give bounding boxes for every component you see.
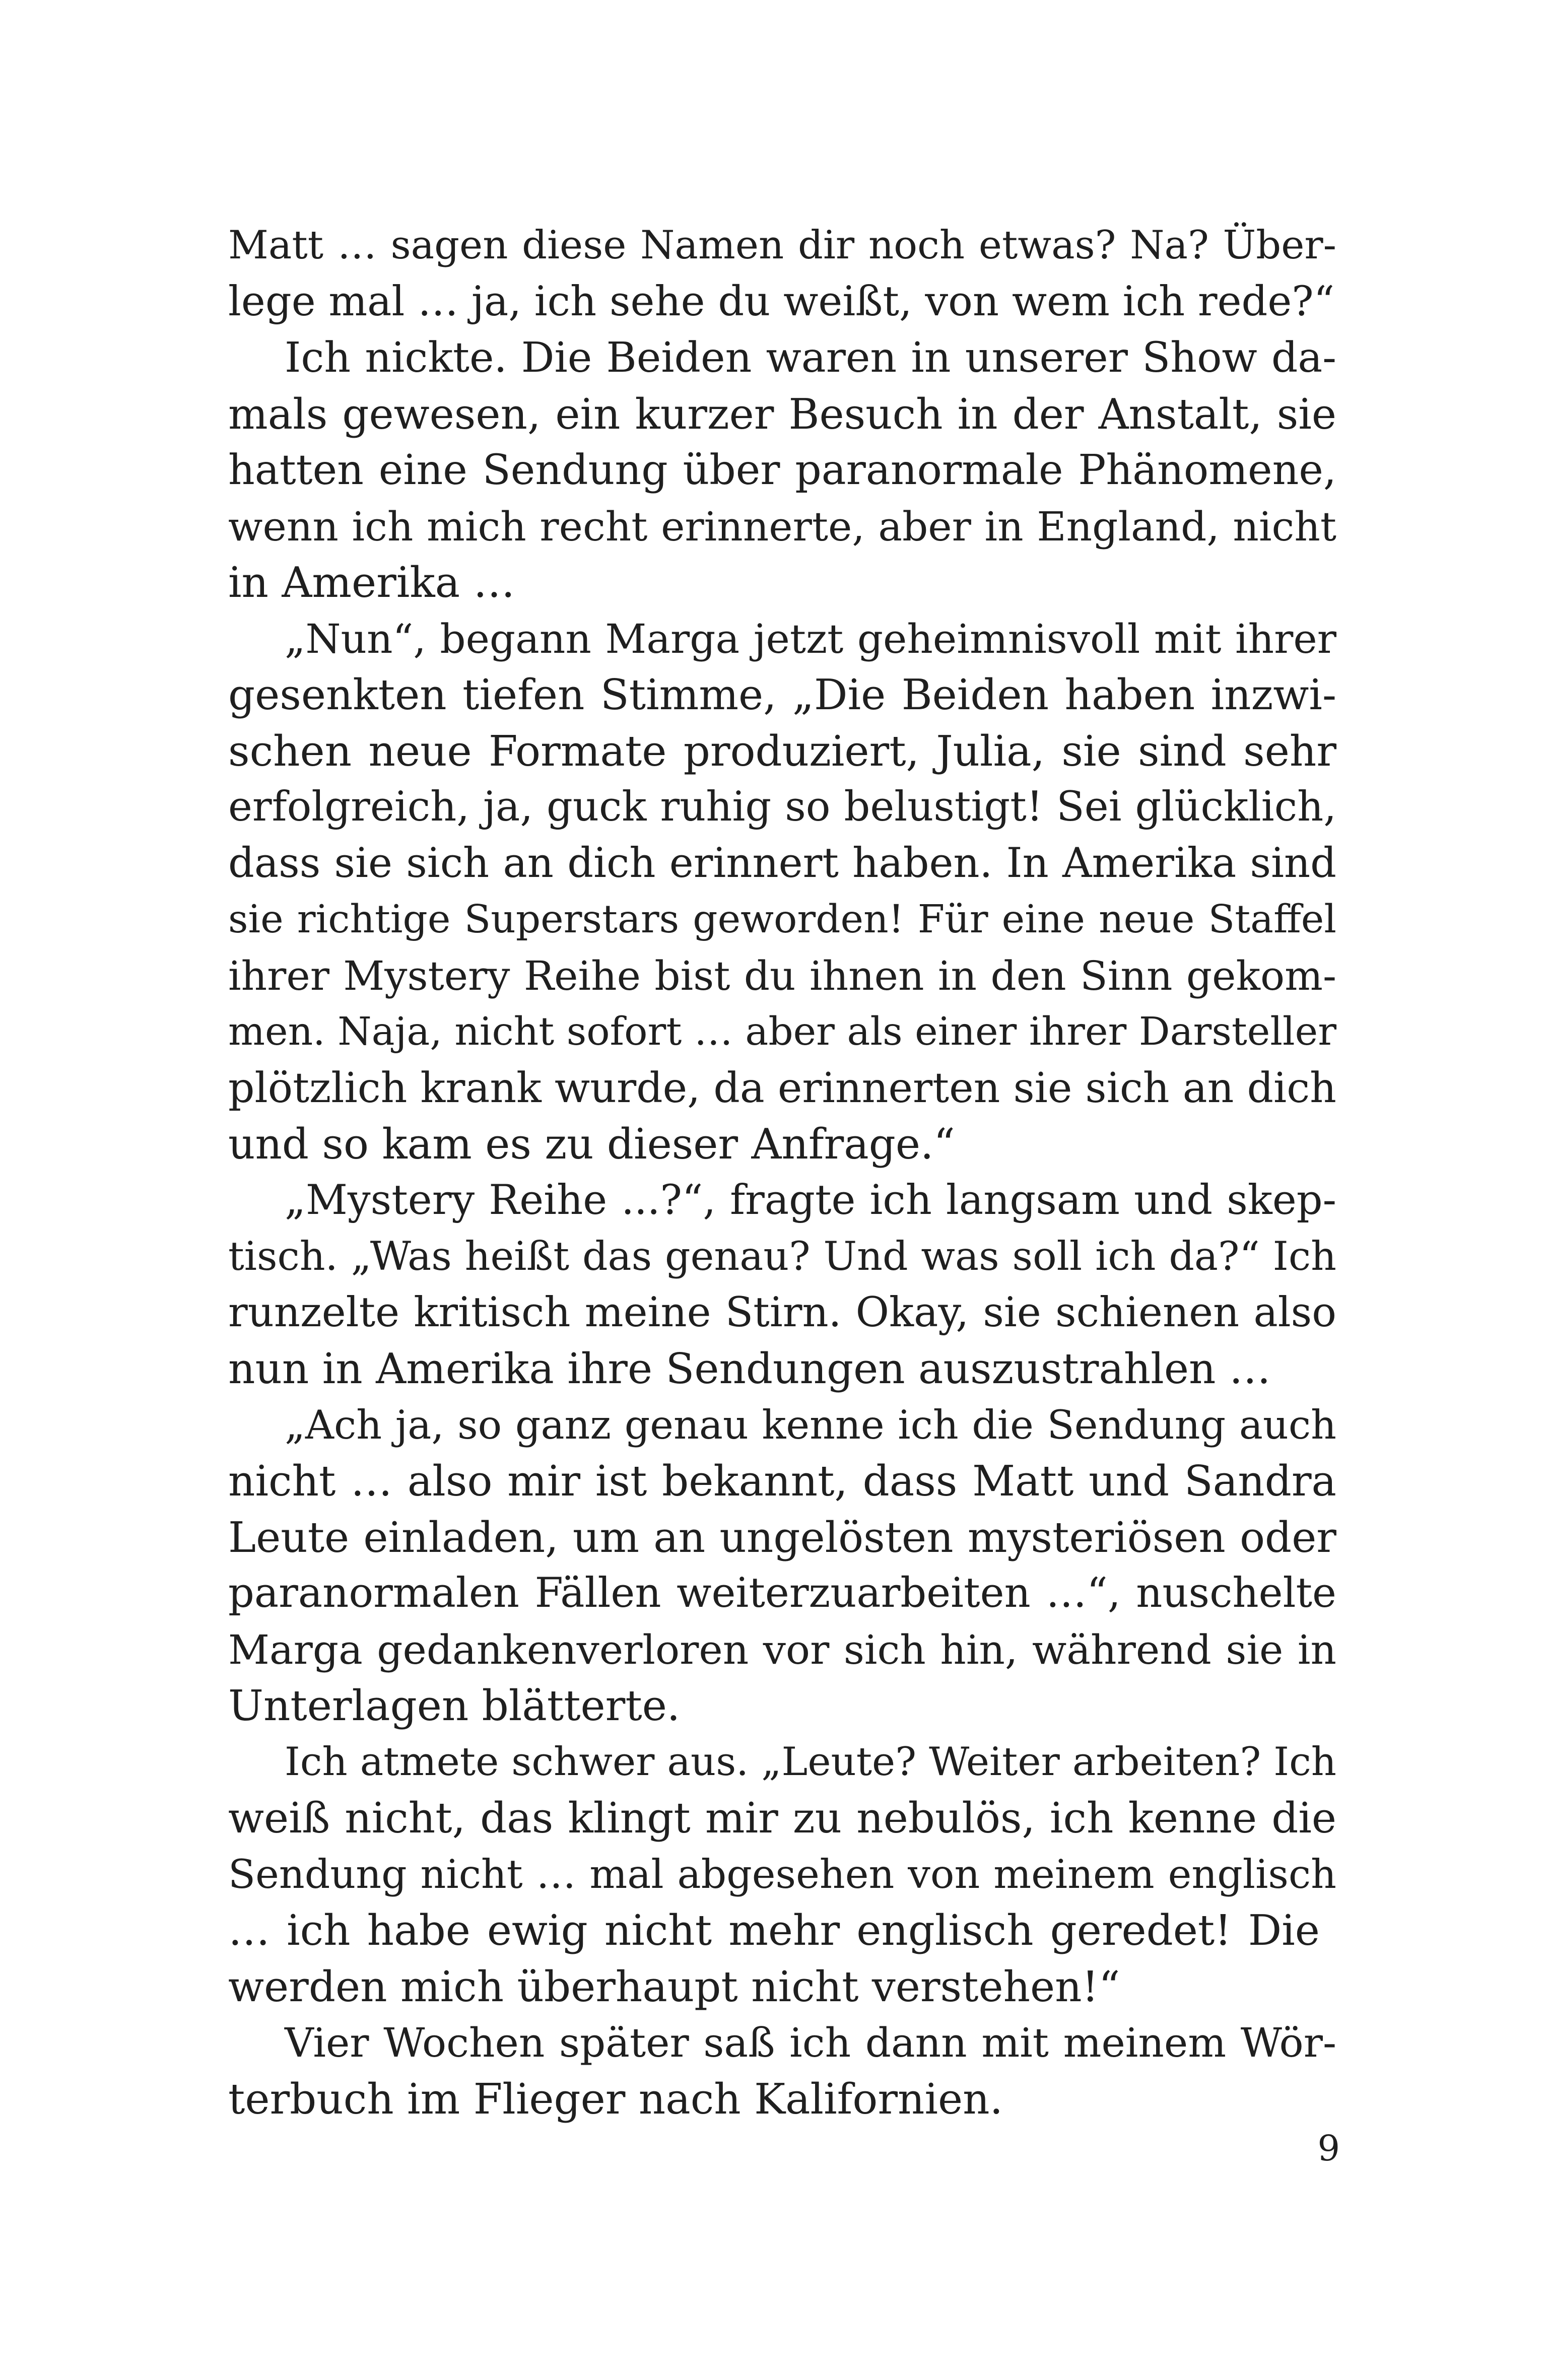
text-line: hatten eine Sendung über paranormale Phänomene, (228, 446, 1336, 494)
text-line: gesenkten tiefen Stimme, „Die Beiden haben inzwi- (228, 670, 1336, 719)
text-line: Marga gedankenverloren vor sich hin, während sie in (228, 1626, 1336, 1673)
text-line: „Nun“, begann Marga jetzt geheimnisvoll mit ihrer (285, 615, 1336, 662)
text-line: Ich atmete schwer aus. „Leute? Weiter arbeiten? Ich (285, 1739, 1336, 1785)
text-line: und so kam es zu dieser Anfrage.“ (228, 1120, 955, 1169)
text-line: Unterlagen blätterte. (228, 1681, 681, 1730)
page-number: 9 (1317, 2128, 1340, 2169)
text-line: tisch. „Was heißt das genau? Und was soll ich da?“ Ich (228, 1233, 1336, 1279)
text-line: wenn ich mich recht erinnerte, aber in England, nicht (228, 503, 1336, 550)
text-line: werden mich überhaupt nicht verstehen!“ (228, 1962, 1120, 2011)
body-text (228, 218, 1336, 2127)
text-line: dass sie sich an dich erinnert haben. In Amerika sind (228, 839, 1336, 887)
text-line: Matt … sagen diese Namen dir noch etwas? Na? Über- (228, 223, 1336, 268)
text-line: terbuch im Flieger nach Kalifornien. (228, 2074, 1003, 2124)
text-line: mals gewesen, ein kurzer Besuch in der Anstalt, sie (228, 389, 1336, 439)
text-line: nun in Amerika ihre Sendungen auszustrahlen … (228, 1344, 1271, 1393)
text-line: Vier Wochen später saß ich dann mit meinem Wör- (285, 2019, 1336, 2066)
text-line: … ich habe ewig nicht mehr englisch geredet! Die (228, 1906, 1320, 1955)
text-line: Sendung nicht … mal abgesehen von meinem englisch (228, 1851, 1336, 1897)
text-line: men. Naja, nicht sofort … aber als einer ihrer Darsteller (228, 1009, 1336, 1054)
text-line: ihrer Mystery Reihe bist du ihnen in den Sinn gekom- (228, 952, 1336, 999)
text-line: schen neue Formate produziert, Julia, sie sind sehr (228, 726, 1336, 776)
text-line: sie richtige Superstars geworden! Für eine neue Staffel (228, 897, 1336, 942)
text-line: nicht … also mir ist bekannt, dass Matt und Sandra (228, 1457, 1336, 1506)
text-line: in Amerika … (228, 558, 515, 607)
text-line: runzelte kritisch meine Stirn. Okay, sie schienen also (228, 1288, 1336, 1336)
text-line: lege mal … ja, ich sehe du weißt, von wem ich rede?“ (228, 278, 1335, 325)
text-line: Leute einladen, um an ungelösten mysteriösen oder (228, 1513, 1336, 1562)
text-line: plötzlich krank wurde, da erinnerten sie sich an dich (228, 1064, 1336, 1112)
text-line: paranormalen Fällen weiterzuarbeiten …“, nuschelte (228, 1570, 1336, 1617)
text-line: Ich nickte. Die Beiden waren in unserer Show da- (285, 334, 1336, 382)
text-line: erfolgreich, ja, guck ruhig so belustigt! Sei glücklich, (228, 783, 1336, 831)
text-line: weiß nicht, das klingt mir zu nebulös, ich kenne die (228, 1794, 1336, 1843)
text-line: „Mystery Reihe ...?“, fragte ich langsam und skep- (285, 1176, 1336, 1224)
text-line: „Ach ja, so ganz genau kenne ich die Sendung auch (285, 1401, 1336, 1448)
